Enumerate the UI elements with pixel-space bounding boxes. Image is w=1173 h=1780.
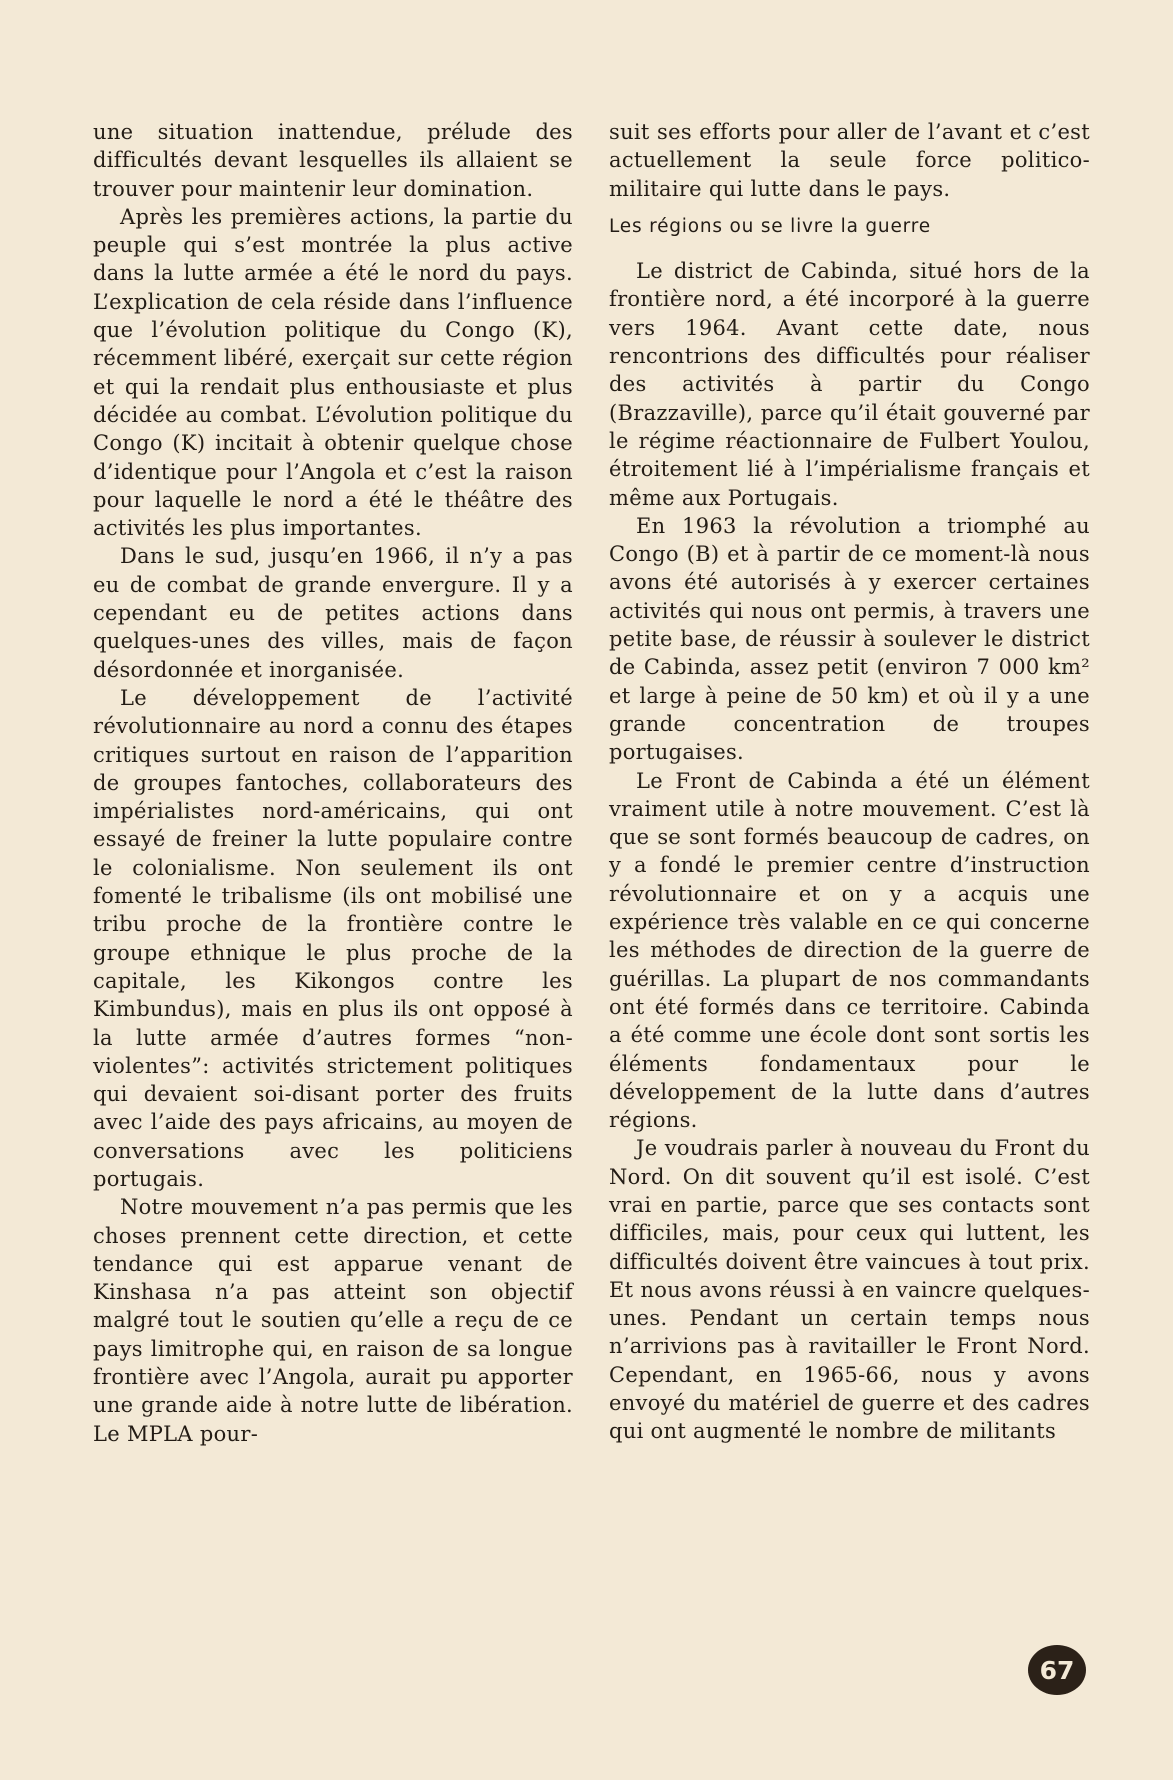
paragraph: Le développement de l’activité révolutionnaire au nord a connu des étapes critiques surtout en raison de l’apparition de groupes fantoches, collaborateurs des impérialistes nord-américains, qui ont essayé de freiner la lutte populaire contre le colonialisme. Non seulement ils ont fomenté le tribalisme (ils ont mobilisé une tribu proche de la frontière contre le groupe ethnique le plus proche de la capitale, les Kikongos contre les Kimbundus), mais en plus ils ont opposé à la lutte armée d’autres formes “non-violentes”: activités strictement politiques qui devaient soi-disant porter des fruits avec l’aide des pays africains, au moyen de conversations avec les politiciens portugais. [93, 685, 573, 1191]
paragraph: Notre mouvement n’a pas permis que les choses prennent cette direction, et cette tendance qui est apparue venant de Kinshasa n’a pas atteint son objectif malgré tout le soutien qu’elle a reçu de ce pays limitrophe qui, en raison de sa longue frontière avec l’Angola, aurait pu apporter une grande aide à notre lutte de libération. Le MPLA pour- [93, 1195, 573, 1446]
paragraph: Le Front de Cabinda a été un élément vraiment utile à notre mouvement. C’est là que se sont formés beaucoup de cadres, on y a fondé le premier centre d’instruction révolutionnaire et on y a acquis une expérience très valable en ce qui concerne les méthodes de direction de la guerre de guérillas. La plupart de nos commandants ont été formés dans ce territoire. Cabinda a été comme une école dont sont sortis les éléments fondamentaux pour le développement de la lutte dans d’autres régions. [609, 768, 1090, 1133]
paragraph: une situation inattendue, prélude des difficultés devant lesquelles ils allaient se trouver pour maintenir leur domination. [93, 120, 573, 201]
paragraph: Le district de Cabinda, situé hors de la frontière nord, a été incorporé à la guerre vers 1964. Avant cette date, nous rencontrions des difficultés pour réaliser des activités à partir du Congo (Brazzaville), parce qu’il était gouverné par le régime réactionnaire de Fulbert Youlou, étroitement lié à l’impérialisme français et même aux Portugais. [609, 259, 1090, 510]
section-heading: Les régions ou se livre la guerre [609, 215, 931, 237]
paragraph: Dans le sud, jusqu’en 1966, il n’y a pas eu de combat de grande envergure. Il y a cependant eu de petites actions dans quelques-unes des villes, mais de façon désordonnée et inorganisée. [93, 544, 573, 682]
paragraph: Après les premières actions, la partie du peuple qui s’est montrée la plus active dans la lutte armée a été le nord du pays. L’explication de cela réside dans l’influence que l’évolution politique du Congo (K), récemment libéré, exerçait sur cette région et qui la rendait plus enthousiaste et plus décidée au combat. L’évolution politique du Congo (K) incitait à obtenir quelque chose d’identique pour l’Angola et c’est la raison pour laquelle le nord a été le théâtre des activités les plus importantes. [93, 204, 573, 541]
paragraph: suit ses efforts pour aller de l’avant et c’est actuellement la seule force politico-militaire qui lutte dans le pays. [609, 120, 1090, 201]
page-number-badge: 67 [1028, 1645, 1086, 1695]
left-column [93, 118, 573, 1448]
paragraph: En 1963 la révolution a triomphé au Congo (B) et à partir de ce moment-là nous avons été autorisés à y exercer certaines activités qui nous ont permis, à travers une petite base, de réussir à soulever le district de Cabinda, assez petit (environ 7 000 km² et large à peine de 50 km) et où il y a une grande concentration de troupes portugaises. [609, 513, 1090, 765]
paragraph: Je voudrais parler à nouveau du Front du Nord. On dit souvent qu’il est isolé. C’est vrai en partie, parce que ses contacts sont difficiles, mais, pour ceux qui luttent, les difficultés doivent être vaincues à tout prix. Et nous avons réussi à en vaincre quelques-unes. Pendant un certain temps nous n’arrivions pas à ravitailler le Front Nord. Cependant, en 1965-66, nous y avons envoyé du matériel de guerre et des cadres qui ont augmenté le nombre de militants [609, 1136, 1090, 1444]
right-column [609, 118, 1090, 1446]
